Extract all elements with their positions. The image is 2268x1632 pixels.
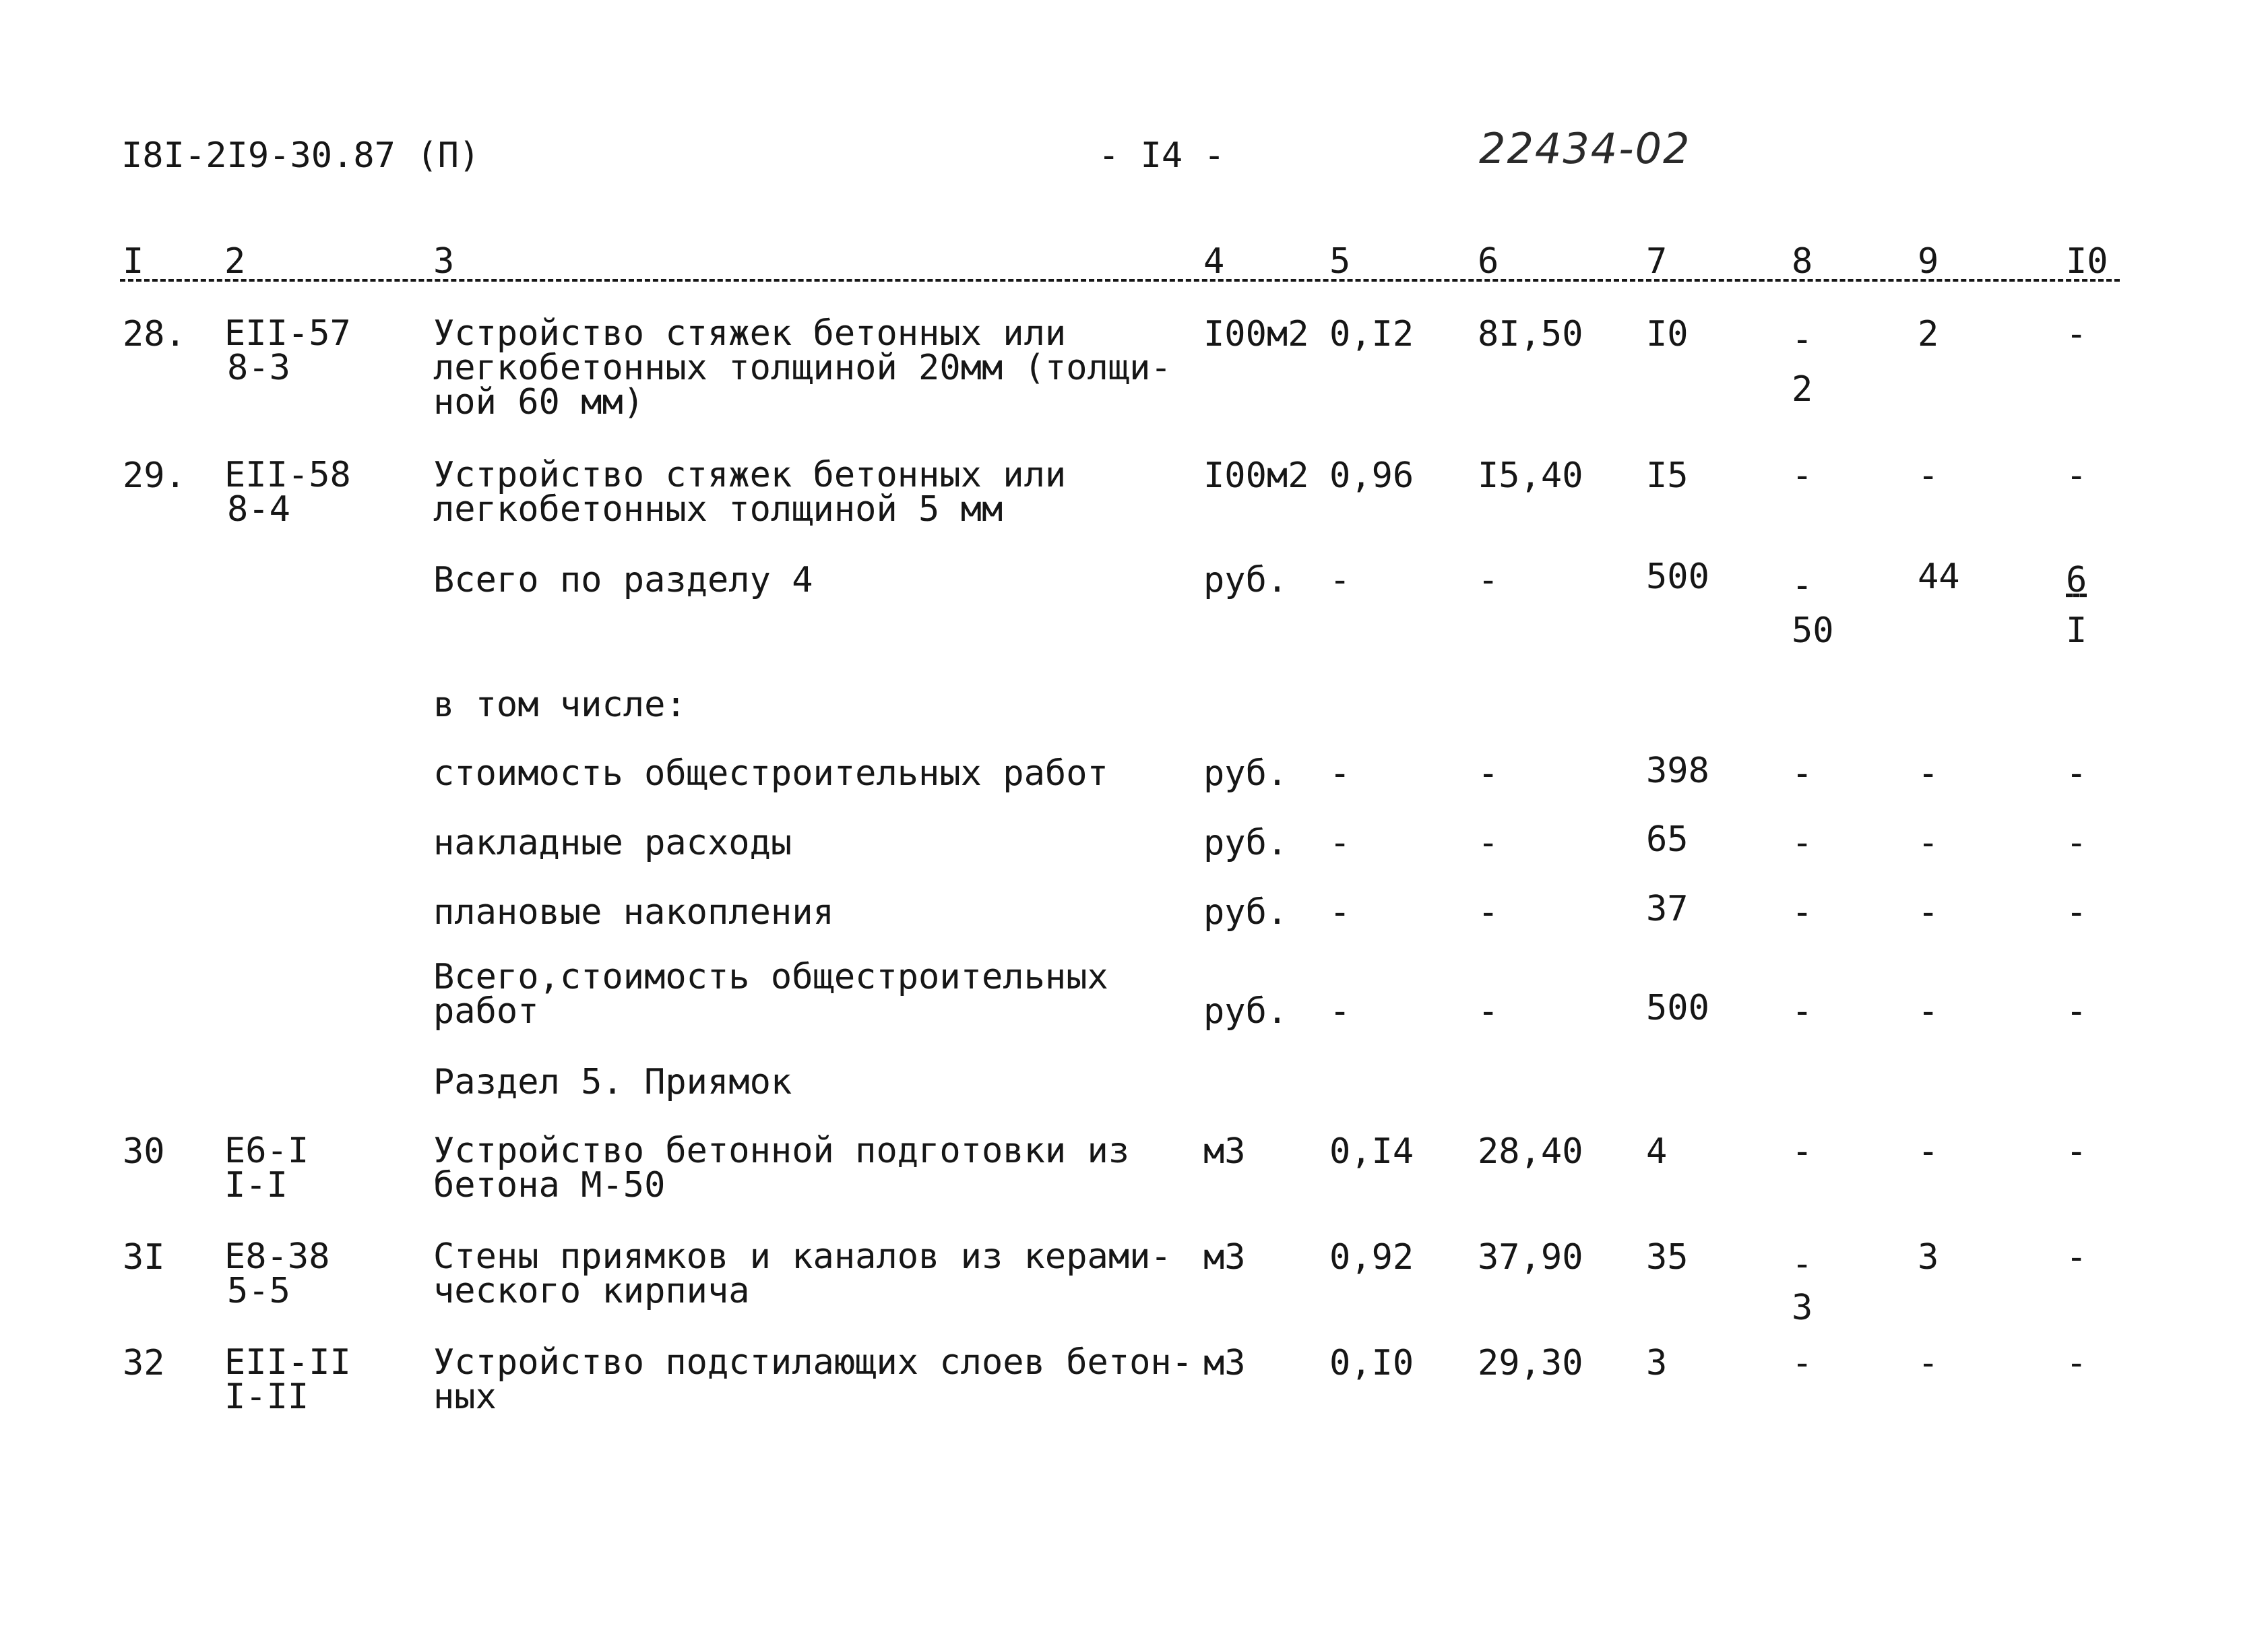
unit: руб. [1203, 991, 1288, 1032]
total-cost: 37 [1646, 889, 1689, 929]
col-header-1: I [123, 241, 144, 282]
label-line: Всего,стоимость общестроительных [433, 957, 1108, 997]
total-cost: I0 [1646, 314, 1689, 354]
col10-value: - [2066, 892, 2087, 933]
col10-value: - [2066, 1343, 2087, 1383]
norm-code-line2: I-I [224, 1164, 288, 1205]
unit-price: - [1478, 753, 1499, 794]
work-description [433, 313, 1172, 422]
work-description [433, 1236, 1172, 1311]
col-header-5: 5 [1329, 241, 1351, 282]
col-header-4: 4 [1203, 241, 1225, 282]
total-cost: 3 [1646, 1343, 1668, 1383]
norm-code-line2: 5-5 [227, 1270, 290, 1311]
col-header-8: 8 [1792, 241, 1813, 282]
col-header-9: 9 [1918, 241, 1939, 282]
document-code: I8I-2I9-30.87 (П) [121, 135, 480, 176]
norm-code [224, 1131, 309, 1205]
description-line: Устройство стяжек бетонных или [433, 455, 1067, 495]
col8-top: - [1792, 319, 1813, 360]
quantity: 0,I0 [1329, 1343, 1414, 1383]
col9-value: - [1918, 823, 1939, 863]
col8-value: - [1792, 456, 1813, 496]
total-cost: 500 [1646, 557, 1709, 597]
row-number: 28. [123, 314, 186, 354]
col9-value: - [1918, 892, 1939, 933]
unit-price: 8I,50 [1478, 314, 1583, 354]
col9-value: - [1918, 753, 1939, 794]
unit: руб. [1203, 560, 1288, 600]
unit-price: 28,40 [1478, 1131, 1583, 1172]
norm-code-line1: ЕII-58 [224, 455, 351, 495]
description-line: ческого кирпича [433, 1270, 750, 1311]
col9-value: 3 [1918, 1237, 1939, 1278]
section-5-heading: Раздел 5. Приямок [433, 1062, 792, 1102]
description-line: Устройство бетонной подготовки из [433, 1131, 1130, 1171]
col-header-10: I0 [2066, 241, 2108, 282]
total-cost: 4 [1646, 1131, 1668, 1172]
col8-value: - [1792, 1343, 1813, 1383]
norm-code [224, 313, 351, 388]
norm-code-line1: ЕII-II [224, 1342, 351, 1383]
row-label: стоимость общестроительных работ [433, 753, 1108, 794]
unit: м3 [1203, 1237, 1246, 1278]
col8-bottom: 50 [1792, 610, 1834, 651]
total-label: Всего по разделу 4 [433, 560, 813, 600]
row-label: плановые накопления [433, 892, 834, 933]
col8-bottom: 3 [1792, 1288, 1813, 1328]
description-line: ной 60 мм) [433, 381, 645, 422]
col8-value: - [1792, 1131, 1813, 1172]
row-label: накладные расходы [433, 823, 792, 863]
unit-price: - [1478, 823, 1499, 863]
col8-value: - [1792, 892, 1813, 933]
col10-value: - [2066, 823, 2087, 863]
col-header-7: 7 [1646, 241, 1668, 282]
col10-value: - [2066, 314, 2087, 354]
work-description [433, 1131, 1130, 1205]
col9-value: - [1918, 1343, 1939, 1383]
work-description [433, 455, 1067, 530]
norm-code-line1: Е8-38 [224, 1236, 330, 1277]
row-number: 3I [123, 1237, 165, 1278]
quantity: 0,96 [1329, 456, 1414, 496]
quantity: - [1329, 892, 1351, 933]
norm-code-line1: ЕII-57 [224, 313, 351, 354]
col10-top: 6 [2066, 560, 2087, 600]
norm-code-line2: 8-4 [227, 489, 290, 530]
quantity: - [1329, 991, 1351, 1032]
quantity: - [1329, 560, 1351, 600]
description-line: Стены приямков и каналов из керами- [433, 1236, 1172, 1277]
col9-value: - [1918, 991, 1939, 1032]
col10-value: - [2066, 1237, 2087, 1278]
col10-value: - [2066, 753, 2087, 794]
unit: руб. [1203, 753, 1288, 794]
norm-code-line2: I-II [224, 1376, 309, 1417]
norm-code-line2: 8-3 [227, 347, 290, 388]
col-header-3: 3 [433, 241, 455, 282]
unit: м3 [1203, 1343, 1246, 1383]
norm-code [224, 455, 351, 530]
norm-code-line1: Е6-I [224, 1131, 309, 1171]
unit: I00м2 [1203, 314, 1309, 354]
col9-value: - [1918, 456, 1939, 496]
col8-value: - [1792, 753, 1813, 794]
row-number: 29. [123, 456, 186, 496]
col-header-6: 6 [1478, 241, 1499, 282]
total-cost: 35 [1646, 1237, 1689, 1278]
col10-value: - [2066, 456, 2087, 496]
page-number: - I4 - [1098, 135, 1225, 176]
handwritten-reference: 22434-02 [1479, 124, 1691, 173]
total-cost: 65 [1646, 819, 1689, 860]
col8-value: - [1792, 991, 1813, 1032]
col8-value: - [1792, 823, 1813, 863]
col10-value: - [2066, 1131, 2087, 1172]
description-line: Устройство подстилающих слоев бетон- [433, 1342, 1193, 1383]
col9-value: 2 [1918, 314, 1939, 354]
unit: I00м2 [1203, 456, 1309, 496]
row-number: 32 [123, 1343, 165, 1383]
unit: руб. [1203, 892, 1288, 933]
unit-price: - [1478, 560, 1499, 600]
row-number: 30 [123, 1131, 165, 1172]
col9-value: - [1918, 1131, 1939, 1172]
col10-bottom: I [2066, 610, 2087, 651]
unit-price: - [1478, 892, 1499, 933]
description-line: бетона М-50 [433, 1164, 666, 1205]
col8-bottom: 2 [1792, 369, 1813, 410]
total-cost: 398 [1646, 751, 1709, 791]
unit: м3 [1203, 1131, 1246, 1172]
unit: руб. [1203, 823, 1288, 863]
col9-value: 44 [1918, 557, 1960, 597]
col-header-2: 2 [224, 241, 246, 282]
row-label [433, 957, 1108, 1032]
description-line: легкобетонных толщиной 5 мм [433, 489, 1003, 530]
total-cost: I5 [1646, 456, 1689, 496]
col10-value: - [2066, 991, 2087, 1032]
unit-price: 37,90 [1478, 1237, 1583, 1278]
col8-top: - [1792, 1244, 1813, 1284]
unit-price: 29,30 [1478, 1343, 1583, 1383]
including-label: в том числе: [433, 685, 687, 725]
label-line: работ [433, 991, 539, 1032]
norm-code [224, 1342, 351, 1417]
description-line: ных [433, 1376, 497, 1417]
header-dashed-rule [120, 279, 2120, 282]
quantity: - [1329, 823, 1351, 863]
description-line: легкобетонных толщиной 20мм (толщи- [433, 347, 1172, 388]
work-description [433, 1342, 1193, 1417]
quantity: 0,I2 [1329, 314, 1414, 354]
unit-price: I5,40 [1478, 456, 1583, 496]
unit-price: - [1478, 991, 1499, 1032]
quantity: 0,92 [1329, 1237, 1414, 1278]
description-line: Устройство стяжек бетонных или [433, 313, 1067, 354]
norm-code [224, 1236, 330, 1311]
quantity: 0,I4 [1329, 1131, 1414, 1172]
col8-top: - [1792, 565, 1813, 606]
total-cost: 500 [1646, 988, 1709, 1028]
quantity: - [1329, 753, 1351, 794]
